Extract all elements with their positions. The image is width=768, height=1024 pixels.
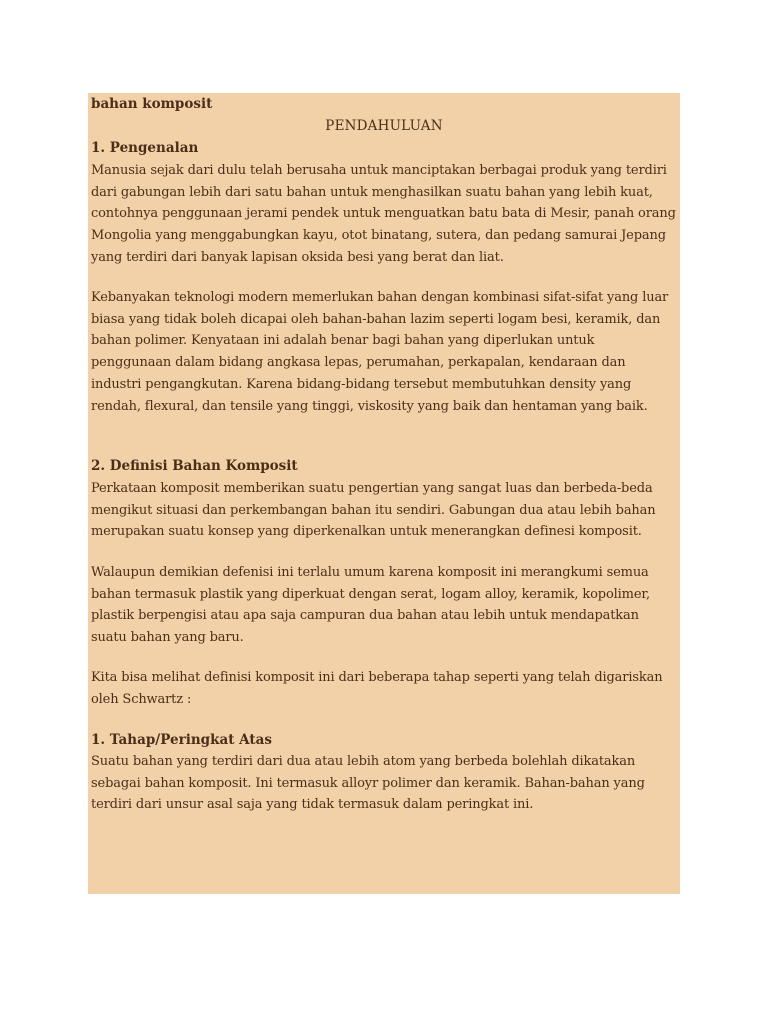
- document-title: bahan komposit: [91, 96, 213, 112]
- paragraph: Perkataan komposit memberikan suatu pengertian yang sangat luas dan berbeda-beda mengikut situasi dan perkembangan bahan itu sendiri. Gabungan dua atau lebih bahan merupakan suatu konsep yang diperkenalkan untuk menerangkan definesi komposit.: [91, 481, 656, 540]
- center-heading: PENDAHULUAN: [325, 118, 443, 134]
- document-page: [88, 93, 680, 894]
- paragraph: Kebanyakan teknologi modern memerlukan bahan dengan kombinasi sifat-sifat yang luar biasa yang tidak boleh dicapai oleh bahan-bahan lazim seperti logam besi, keramik, dan bahan polimer. Kenyataan ini adalah benar bagi bahan yang diperlukan untuk penggunaan dalam bidang angkasa lepas, perumahan, perkapalan, kendaraan dan industri pengangkutan. Karena bidang-bidang tersebut membutuhkan density yang rendah, flexural, dan tensile yang tinggi, viskosity yang baik dan hentaman yang baik.: [91, 290, 669, 414]
- paragraph: Kita bisa melihat definisi komposit ini dari beberapa tahap seperti yang telah digariskan oleh Schwartz :: [91, 670, 663, 707]
- section-heading-tahap-atas: 1. Tahap/Peringkat Atas: [91, 732, 272, 748]
- section-heading-pengenalan: 1. Pengenalan: [91, 140, 199, 156]
- paragraph: Walaupun demikian defenisi ini terlalu umum karena komposit ini merangkumi semua bahan termasuk plastik yang diperkuat dengan serat, logam alloy, keramik, kopolimer, plastik berpengisi atau apa saja campuran dua bahan atau lebih untuk mendapatkan suatu bahan yang baru.: [91, 565, 650, 646]
- paragraph: Suatu bahan yang terdiri dari dua atau lebih atom yang berbeda bolehlah dikatakan sebagai bahan komposit. Ini termasuk alloyr polimer dan keramik. Bahan-bahan yang terdiri dari unsur asal saja yang tidak termasuk dalam peringkat ini.: [91, 754, 645, 813]
- paragraph: Manusia sejak dari dulu telah berusaha untuk manciptakan berbagai produk yang terdiri dari gabungan lebih dari satu bahan untuk menghasilkan suatu bahan yang lebih kuat, contohnya penggunaan jerami pendek untuk menguatkan batu bata di Mesir, panah orang Mongolia yang menggabungkan kayu, otot binatang, sutera, dan pedang samurai Jepang yang terdiri dari banyak lapisan oksida besi yang berat dan liat.: [91, 163, 676, 265]
- section-heading-definisi: 2. Definisi Bahan Komposit: [91, 458, 298, 474]
